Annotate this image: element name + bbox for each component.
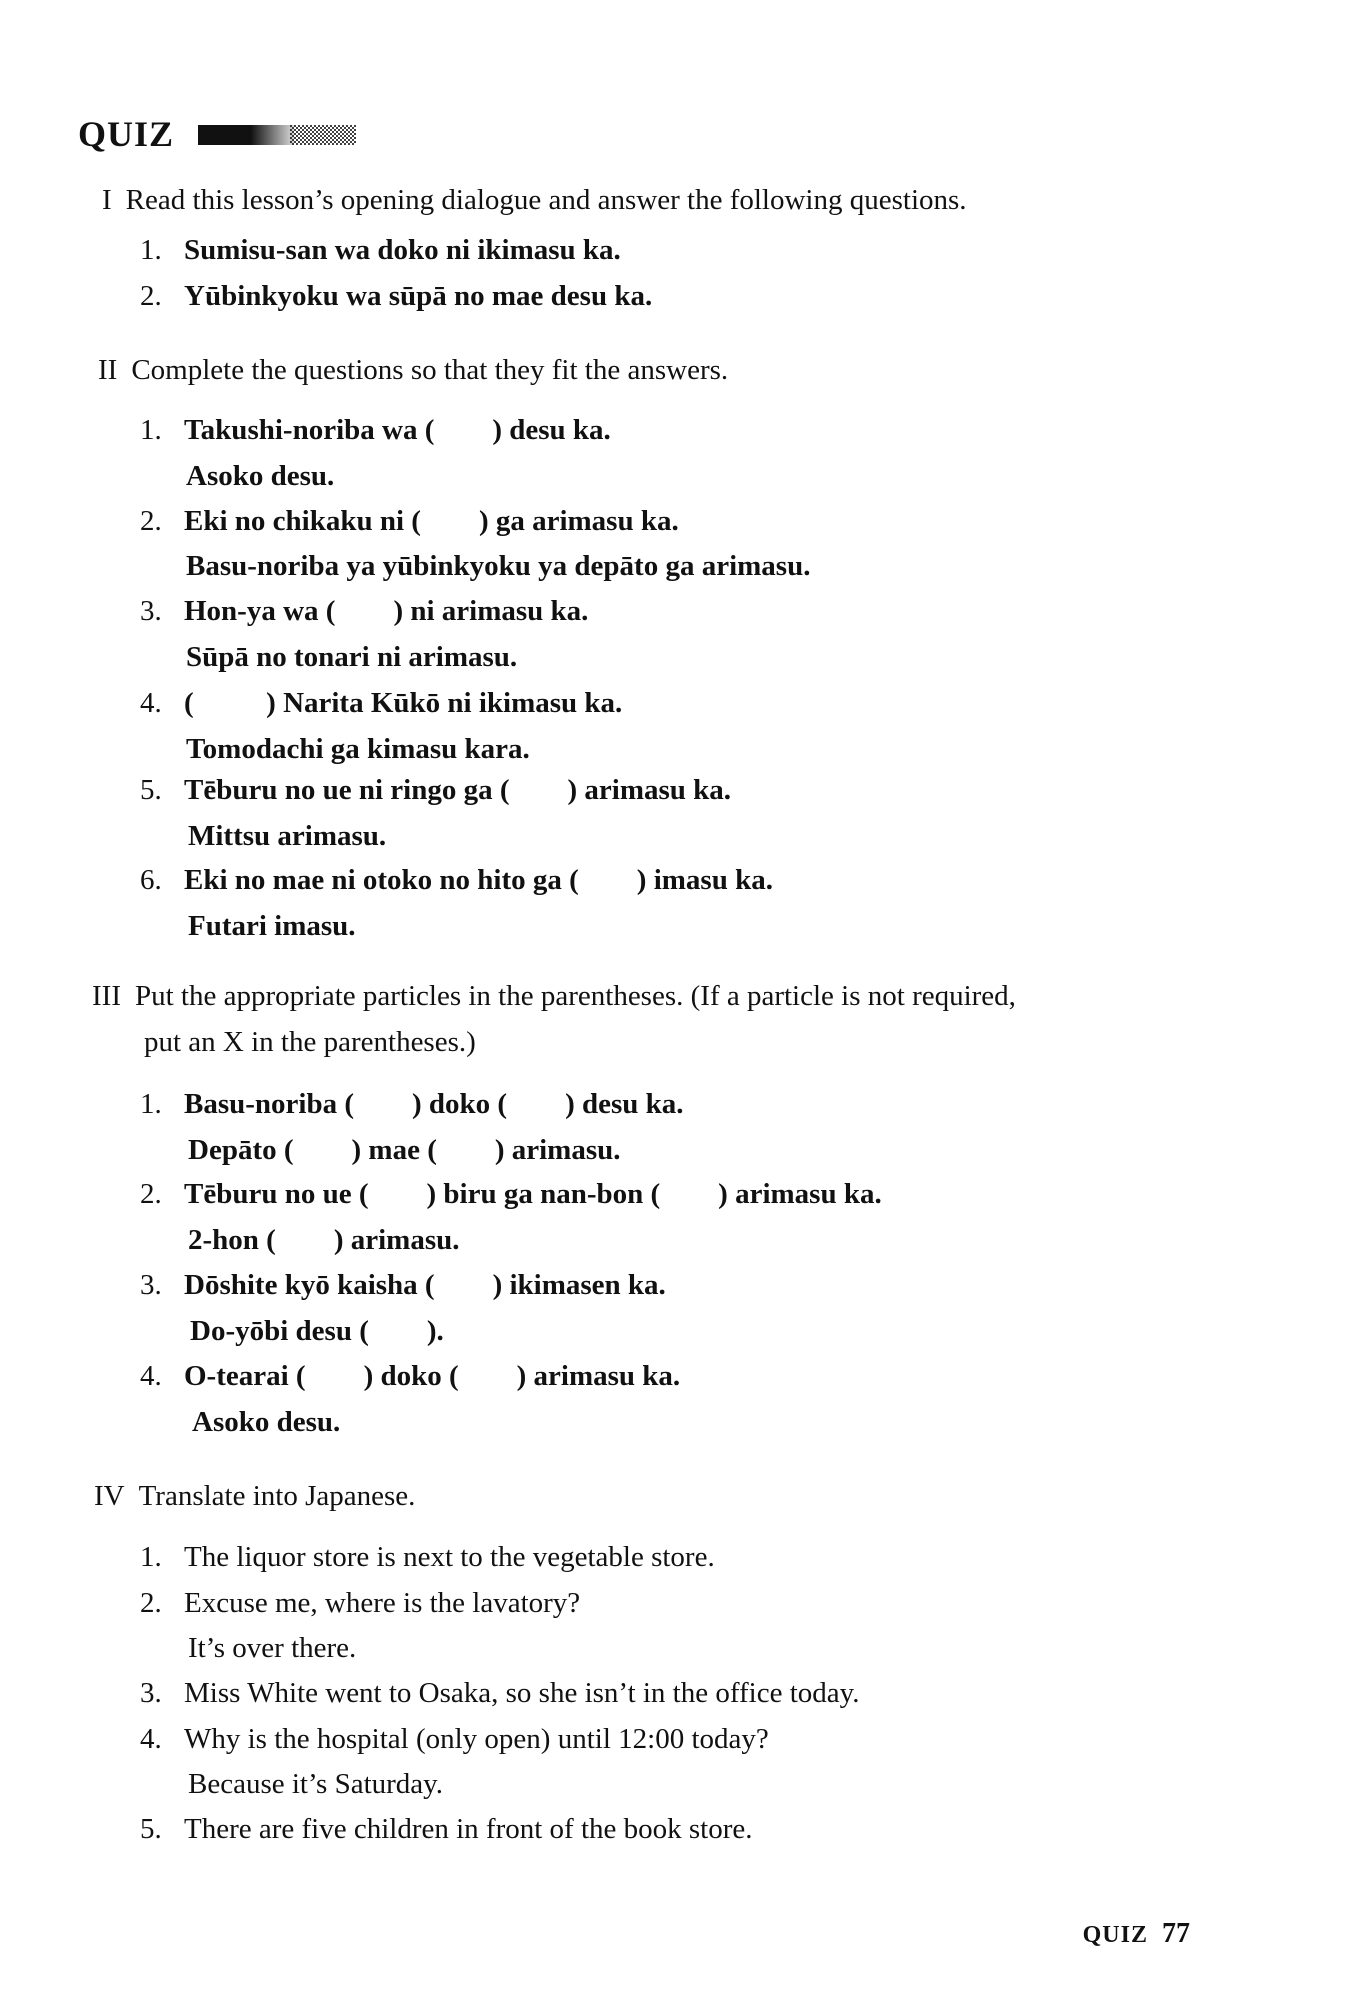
answer: Futari imasu. [188, 910, 356, 942]
question: Sumisu-san wa doko ni ikimasu ka. [184, 234, 621, 266]
list-item: 3. Miss White went to Osaka, so she isn’t in the office today. [140, 1677, 860, 1709]
answer: Asoko desu. [186, 460, 335, 492]
page-footer [1083, 1918, 1190, 1950]
answer: Sūpā no tonari ni arimasu. [186, 641, 518, 673]
decorative-bar [198, 125, 358, 145]
section-instruction: Complete the questions so that they fit the answers. [131, 354, 729, 386]
list-item: 5. Tēburu no ue ni ringo ga ( ) arimasu ka. [140, 774, 732, 806]
answer: Tomodachi ga kimasu kara. [186, 733, 530, 765]
section-numeral: IV [94, 1480, 125, 1512]
list-item: 3. Dōshite kyō kaisha ( ) ikimasen ka. [140, 1269, 666, 1301]
section-numeral: II [98, 354, 118, 386]
list-item: 5. There are five children in front of the book store. [140, 1813, 753, 1845]
list-item: 2. Tēburu no ue ( ) biru ga nan-bon ( ) arimasu ka. [140, 1178, 882, 1210]
answer: Because it’s Saturday. [188, 1768, 444, 1800]
list-item: 2. Eki no chikaku ni ( ) ga arimasu ka. [140, 505, 679, 537]
question: Basu-noriba ( ) doko ( ) desu ka. [184, 1088, 684, 1120]
list-item: 4. ( ) Narita Kūkō ni ikimasu ka. [140, 687, 623, 719]
answer: Depāto ( ) mae ( ) arimasu. [188, 1134, 621, 1166]
question: The liquor store is next to the vegetable store. [184, 1541, 715, 1573]
question: Eki no mae ni otoko no hito ga ( ) imasu ka. [184, 864, 773, 896]
list-item: 1. Basu-noriba ( ) doko ( ) desu ka. [140, 1088, 684, 1120]
answer: Basu-noriba ya yūbinkyoku ya depāto ga arimasu. [186, 550, 811, 582]
answer: Mittsu arimasu. [188, 820, 387, 852]
question: Tēburu no ue ni ringo ga ( ) arimasu ka. [184, 774, 732, 806]
list-item: 2. Excuse me, where is the lavatory? [140, 1587, 581, 1619]
question: Miss White went to Osaka, so she isn’t in the office today. [184, 1677, 860, 1709]
list-item: 4. Why is the hospital (only open) until 12:00 today? [140, 1723, 769, 1755]
section-3-heading [92, 980, 1016, 1013]
question: Takushi-noriba wa ( ) desu ka. [184, 414, 611, 446]
section-3-instruction-cont [144, 1026, 476, 1059]
answer: Do-yōbi desu ( ). [190, 1315, 444, 1347]
question: Tēburu no ue ( ) biru ga nan-bon ( ) arimasu ka. [184, 1178, 882, 1210]
question: Why is the hospital (only open) until 12:00 today? [184, 1723, 769, 1755]
list-item: 1. The liquor store is next to the vegetable store. [140, 1541, 715, 1573]
footer-label: QUIZ [1082, 1922, 1148, 1948]
question: Excuse me, where is the lavatory? [184, 1587, 581, 1619]
section-instruction: put an X in the parentheses.) [144, 1026, 476, 1058]
question: There are five children in front of the book store. [184, 1813, 753, 1845]
answer: 2-hon ( ) arimasu. [188, 1224, 460, 1256]
answer: It’s over there. [188, 1632, 357, 1664]
question: Eki no chikaku ni ( ) ga arimasu ka. [184, 505, 679, 537]
section-instruction: Put the appropriate particles in the parentheses. (If a particle is not required, [134, 980, 1016, 1012]
question: Yūbinkyoku wa sūpā no mae desu ka. [184, 280, 653, 312]
section-numeral: III [92, 980, 121, 1012]
list-item: 1. Takushi-noriba wa ( ) desu ka. [140, 414, 611, 446]
question: ( ) Narita Kūkō ni ikimasu ka. [184, 687, 623, 719]
question: O-tearai ( ) doko ( ) arimasu ka. [184, 1360, 681, 1392]
page-title: QUIZ [78, 114, 175, 154]
question: Hon-ya wa ( ) ni arimasu ka. [184, 595, 589, 627]
section-numeral: I [102, 184, 112, 216]
section-1-heading [102, 184, 967, 217]
section-instruction: Read this lesson’s opening dialogue and answer the following questions. [125, 184, 967, 216]
list-item: 6. Eki no mae ni otoko no hito ga ( ) imasu ka. [140, 864, 773, 896]
section-instruction: Translate into Japanese. [138, 1480, 416, 1512]
list-item: 2. Yūbinkyoku wa sūpā no mae desu ka. [140, 280, 653, 312]
section-2-heading [98, 354, 728, 387]
question: Dōshite kyō kaisha ( ) ikimasen ka. [184, 1269, 666, 1301]
page-number: 77 [1162, 1918, 1190, 1949]
answer: Asoko desu. [192, 1406, 341, 1438]
list-item: 1. Sumisu-san wa doko ni ikimasu ka. [140, 234, 621, 266]
section-4-heading [94, 1480, 415, 1513]
quiz-header [78, 112, 358, 156]
list-item: 4. O-tearai ( ) doko ( ) arimasu ka. [140, 1360, 681, 1392]
list-item: 3. Hon-ya wa ( ) ni arimasu ka. [140, 595, 589, 627]
